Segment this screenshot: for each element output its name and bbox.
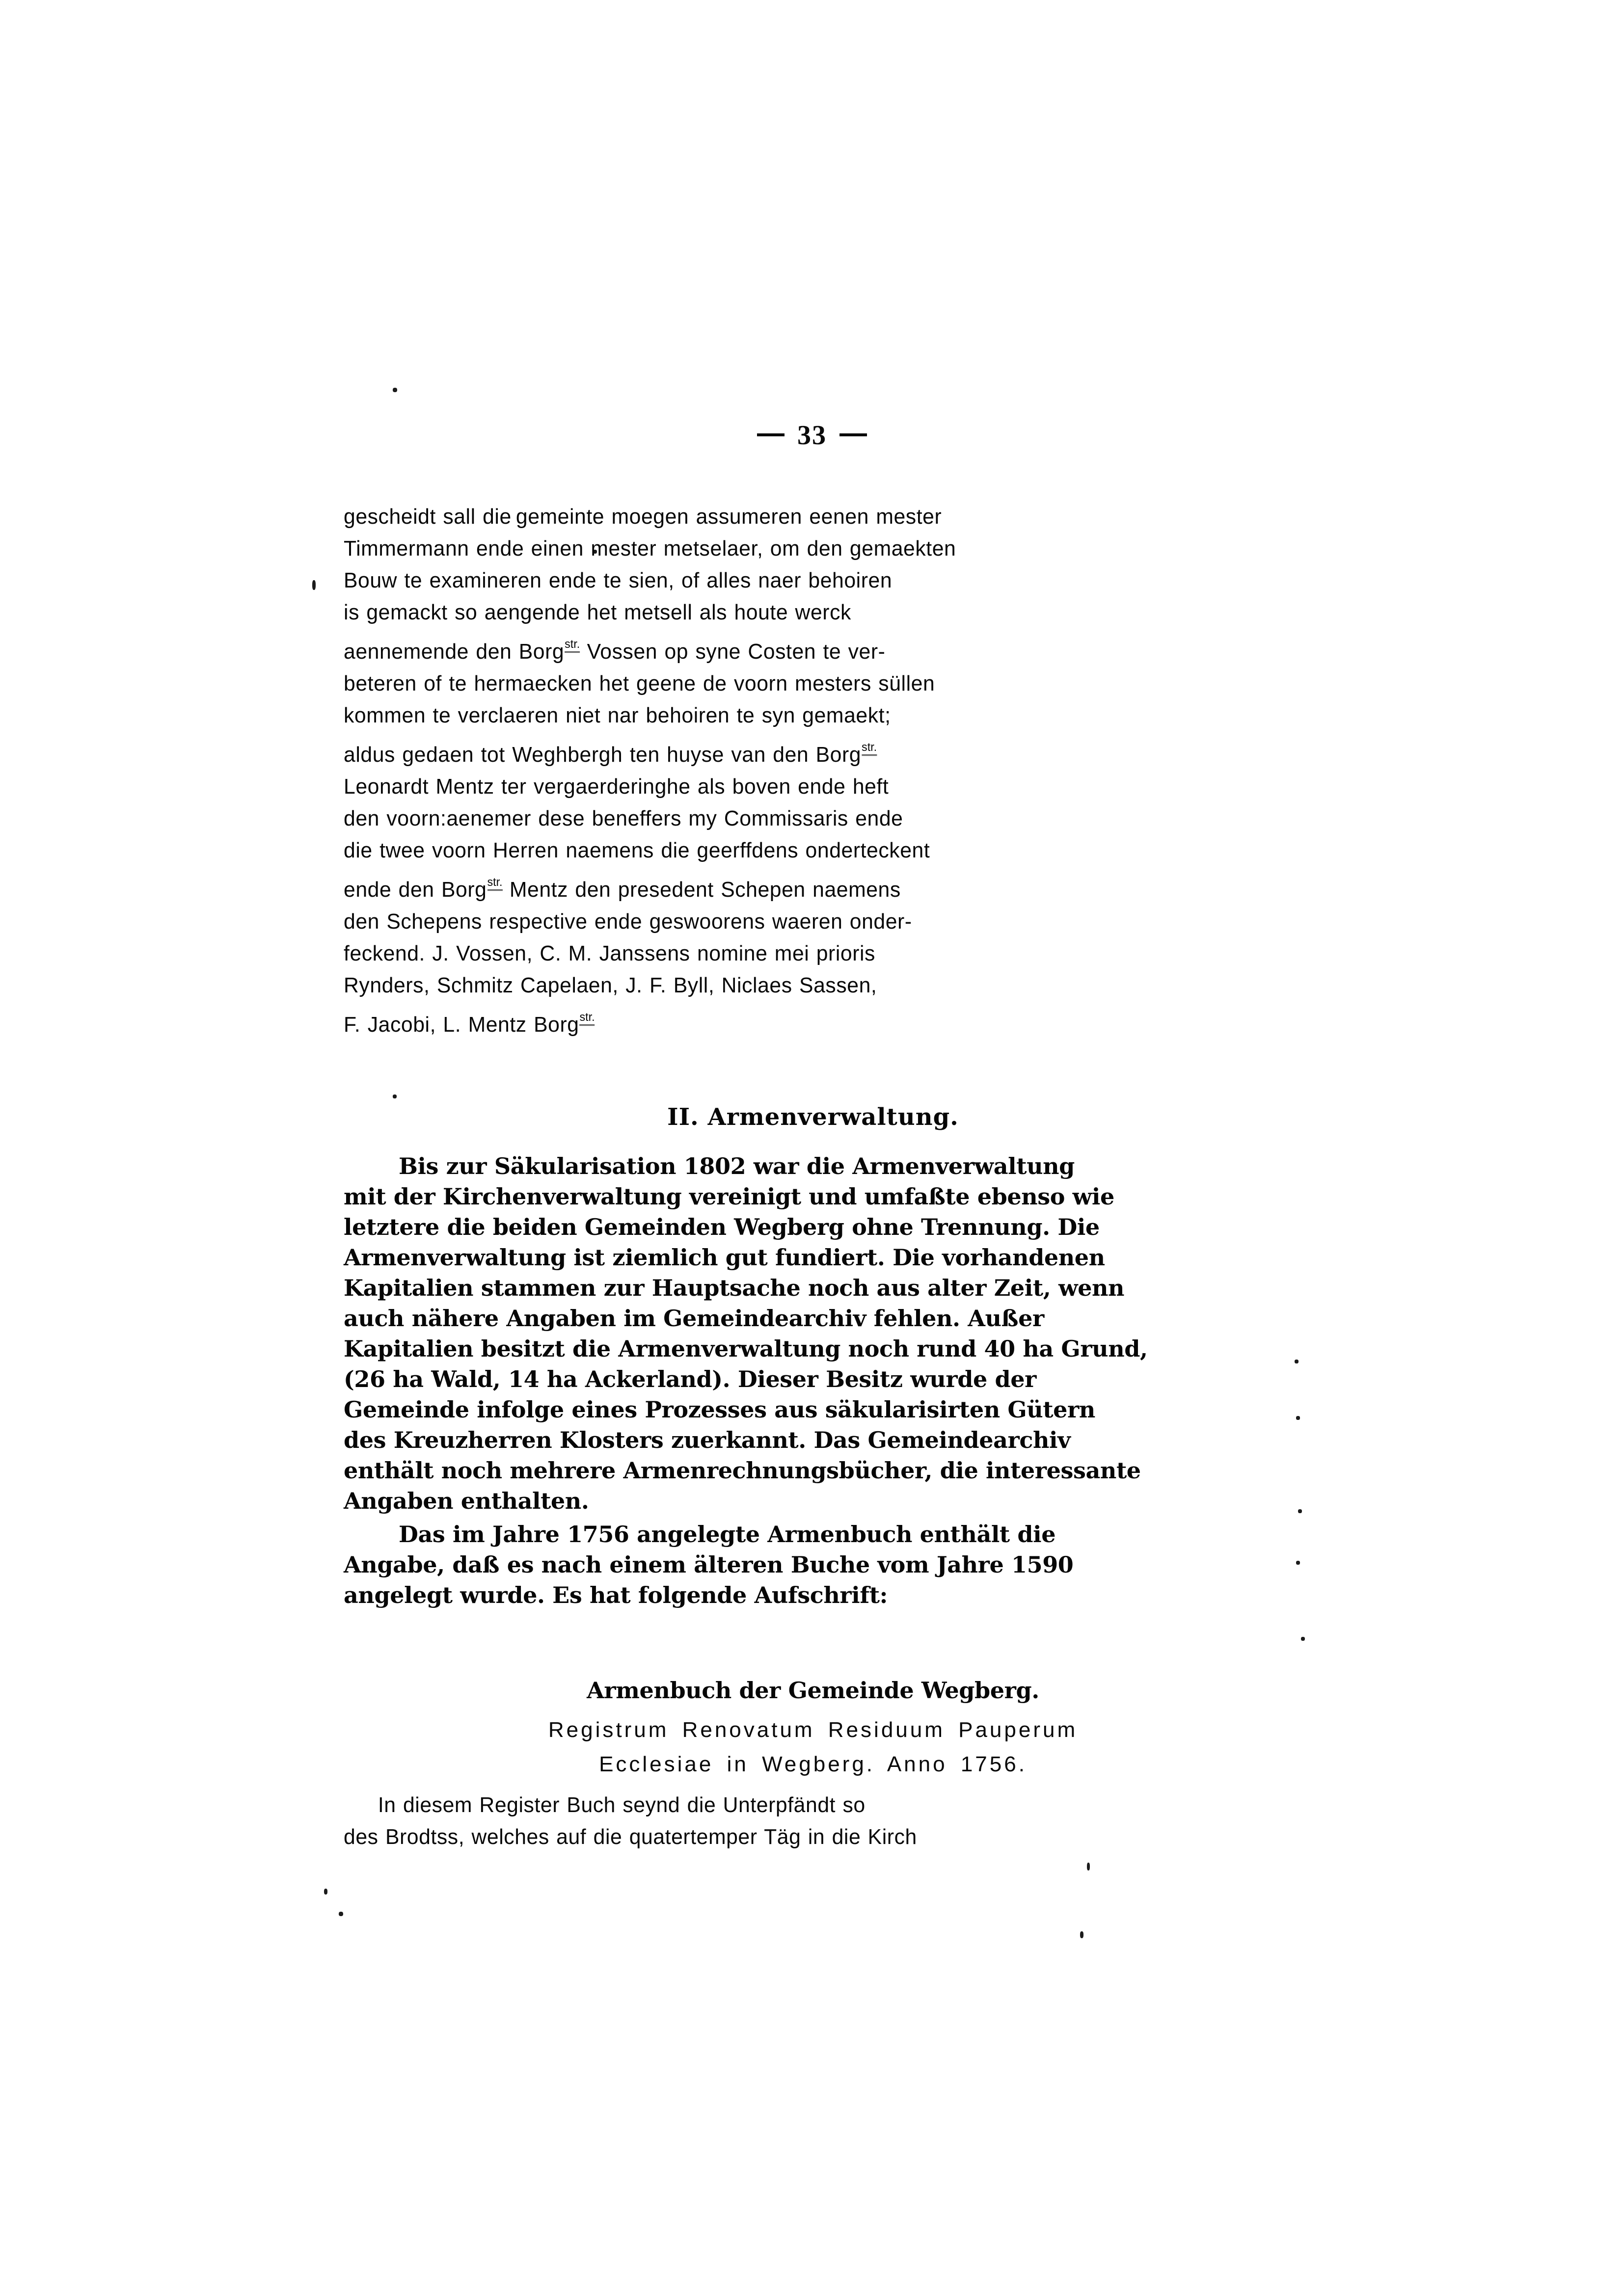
fraktur-caption-text: Armenbuch der Gemeinde Wegberg.	[587, 1677, 1039, 1704]
scan-speck	[393, 1095, 397, 1098]
fraktur-line-text: Das im Jahre 1756 angelegte Armenbuch enthält die	[399, 1521, 1056, 1548]
fraktur-caption-line	[344, 1675, 1282, 1706]
transcript-line	[344, 906, 1254, 937]
transcript-line-text: Bouw te examineren ende te sien, of alles naer behoiren	[344, 568, 893, 592]
scan-speck	[1087, 1863, 1090, 1870]
fraktur-line	[344, 1303, 1282, 1334]
fraktur-line	[344, 1549, 1282, 1580]
transcript-line	[344, 564, 1254, 596]
transcript-line	[344, 834, 1254, 866]
transcript-line-text: den voorn:aenemer dese beneffers my Commissaris ende	[344, 806, 903, 830]
fraktur-line	[344, 1151, 1282, 1181]
transcript-line-text: F. Jacobi, L. Mentz Borg	[344, 1013, 579, 1037]
register-note-line	[344, 1821, 1254, 1853]
transcript-line-text: feckend. J. Vossen, C. M. Janssens nomine mei prioris	[344, 941, 875, 965]
abbreviation-mark: str.	[580, 1011, 595, 1026]
fraktur-line-text: auch nähere Angaben im Gemeindearchiv fehlen. Außer	[344, 1305, 1044, 1332]
section-heading-number: II.	[667, 1103, 699, 1131]
transcript-line	[344, 501, 1254, 533]
fraktur-line	[344, 1580, 1282, 1610]
scan-speck	[393, 388, 397, 392]
section-heading-title: Armenverwaltung.	[707, 1103, 959, 1131]
transcript-line-text: aennemende den Borg	[344, 640, 565, 664]
latin-title-line-2: Ecclesiae in Wegberg. Anno 1756.	[599, 1752, 1027, 1776]
scan-speck	[1296, 1416, 1300, 1420]
transcript-line-text: Vossen op syne Costen te ver-	[587, 640, 886, 664]
fraktur-line-text: (26 ha Wald, 14 ha Ackerland). Dieser Besitz wurde der	[344, 1366, 1036, 1392]
fraktur-line-text: Angaben enthalten.	[344, 1488, 589, 1514]
transcript-line-text: aldus gedaen tot Weghbergh ten huyse van den Borg	[344, 743, 862, 767]
transcript-line-text: Mentz den presedent Schepen naemens	[509, 878, 901, 902]
fraktur-line-text: des Kreuzherren Klosters zuerkannt. Das Gemeindearchiv	[344, 1427, 1071, 1453]
scan-speck	[324, 1889, 327, 1895]
transcript-line-text: die twee voorn Herren naemens die geerffdens onderteckent	[344, 838, 930, 862]
transcript-line	[344, 533, 1254, 564]
fraktur-line-text: Angabe, daß es nach einem älteren Buche vom Jahre 1590	[344, 1551, 1074, 1578]
register-note-text: des Brodtss, welches auf die quatertemper Täg in die Kirch	[344, 1825, 917, 1849]
transcript-line	[344, 1001, 1254, 1041]
scan-speck	[1080, 1931, 1083, 1938]
transcript-line-text: Rynders, Schmitz Capelaen, J. F. Byll, Niclaes Sassen,	[344, 973, 877, 997]
fraktur-line-text: letztere die beiden Gemeinden Wegberg ohne Trennung. Die	[344, 1214, 1100, 1240]
register-note	[344, 1789, 1254, 1853]
transcript-line	[344, 802, 1254, 834]
transcript-line	[344, 596, 1254, 628]
transcript-line-text: beteren of te hermaecken het geene de voorn mesters süllen	[344, 671, 935, 695]
transcript-line	[344, 969, 1254, 1001]
fraktur-line	[344, 1486, 1282, 1516]
fraktur-line-text: mit der Kirchenverwaltung vereinigt und umfaßte ebenso wie	[344, 1183, 1114, 1210]
scan-speck	[1301, 1637, 1305, 1641]
transcript-line-text: Timmermann ende einen mester metselaer, om den gemaekten	[344, 536, 956, 561]
scan-speck	[1296, 1561, 1300, 1565]
armenbuch-caption	[344, 1675, 1282, 1706]
latin-title-line-1: Registrum Renovatum Residuum Pauperum	[548, 1718, 1078, 1742]
armenverwaltung-paragraph-1	[344, 1151, 1282, 1516]
transcript-line-text: kommen te verclaeren niet nar behoiren te syn gemaekt;	[344, 703, 891, 727]
fraktur-line-text: enthält noch mehrere Armenrechnungsbücher, die interessante	[344, 1457, 1141, 1484]
fraktur-line-text: angelegt wurde. Es hat folgende Aufschrift:	[344, 1582, 888, 1608]
transcript-line	[344, 699, 1254, 731]
fraktur-line-text: Kapitalien besitzt die Armenverwaltung noch rund 40 ha Grund,	[344, 1335, 1148, 1362]
folio-dash-left	[757, 433, 785, 436]
transcript-line-text: ende den Borg	[344, 878, 487, 902]
section-heading	[344, 1103, 1282, 1131]
transcript-line-text: den Schepens respective ende geswoorens waeren onder-	[344, 909, 912, 934]
page-folio	[0, 420, 1624, 451]
fraktur-line	[344, 1273, 1282, 1303]
fraktur-line	[344, 1334, 1282, 1364]
fraktur-line-text: Bis zur Säkularisation 1802 war die Armenverwaltung	[399, 1153, 1075, 1179]
fraktur-line	[344, 1425, 1282, 1455]
fraktur-line-text: Armenverwaltung ist ziemlich gut fundiert. Die vorhandenen	[344, 1244, 1105, 1271]
fraktur-line	[344, 1519, 1282, 1549]
transcript-line	[344, 628, 1254, 667]
armenbuch-paragraph-2	[344, 1519, 1282, 1610]
transcript-line-text: gescheidt sall die gemeinte moegen assumeren eenen mester	[344, 505, 942, 529]
fraktur-line	[344, 1455, 1282, 1486]
folio-number: 33	[797, 420, 827, 451]
fraktur-line	[344, 1212, 1282, 1242]
fraktur-line	[344, 1364, 1282, 1394]
scan-speck	[312, 580, 316, 590]
scan-speck	[339, 1912, 343, 1916]
abbreviation-mark: str.	[862, 741, 877, 756]
transcript-line	[344, 731, 1254, 771]
fraktur-line-text: Gemeinde infolge eines Prozesses aus säkularisirten Gütern	[344, 1396, 1095, 1423]
transcript-line	[344, 937, 1254, 969]
scan-speck	[1295, 1360, 1299, 1363]
register-note-line	[344, 1789, 1254, 1821]
transcript-line	[344, 667, 1254, 699]
charter-transcript-paragraph	[344, 501, 1254, 1041]
scan-speck	[1298, 1509, 1302, 1513]
fraktur-line	[344, 1394, 1282, 1425]
fraktur-line	[344, 1181, 1282, 1212]
fraktur-line	[344, 1242, 1282, 1273]
transcript-line	[344, 866, 1254, 906]
transcript-line-text: is gemackt so aengende het metsell als houte werck	[344, 600, 851, 624]
folio-dash-right	[839, 433, 867, 436]
transcript-line-text: Leonardt Mentz ter vergaerderinghe als boven ende heft	[344, 774, 889, 799]
abbreviation-mark: str.	[487, 876, 502, 891]
fraktur-line-text: Kapitalien stammen zur Hauptsache noch aus alter Zeit, wenn	[344, 1275, 1125, 1301]
register-note-text: In diesem Register Buch seynd die Unterpfändt so	[378, 1793, 866, 1817]
transcript-line	[344, 771, 1254, 802]
abbreviation-mark: str.	[565, 638, 580, 653]
